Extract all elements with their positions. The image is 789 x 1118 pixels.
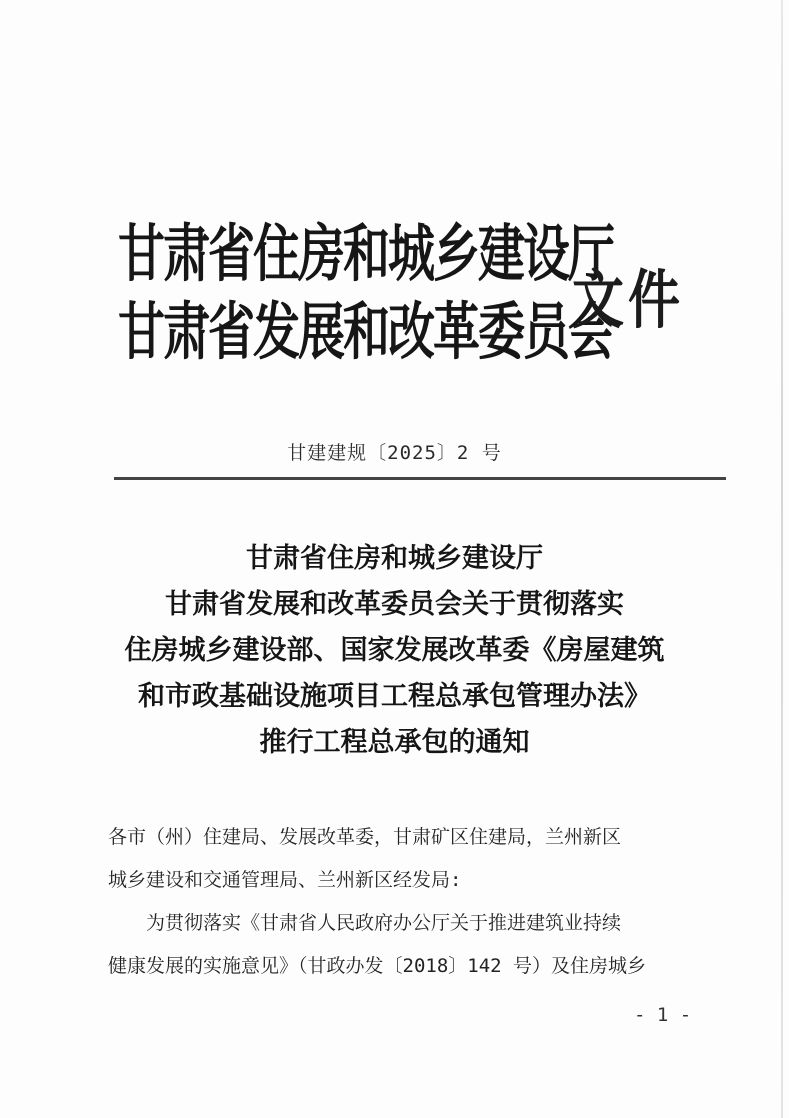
addressee-line: 城乡建设和交通管理局、兰州新区经发局:: [108, 869, 462, 891]
document-header: [118, 205, 718, 369]
document-number: 甘建建规〔2025〕2 号: [287, 442, 502, 464]
notice-body: [108, 816, 698, 988]
document-label: 文件: [572, 263, 685, 339]
notice-title: [60, 536, 729, 766]
issuer-name-development-commission: 甘肃省发展和改革委员会: [118, 296, 613, 369]
header-divider: [114, 477, 726, 480]
title-line: 推行工程总承包的通知: [259, 727, 530, 758]
issuer-name-housing-department: 甘肃省住房和城乡建设厅: [118, 218, 613, 291]
scan-edge: [781, 0, 783, 1118]
title-line: 住房城乡建设部、国家发展改革委《房屋建筑: [124, 635, 665, 666]
title-line: 甘肃省住房和城乡建设厅: [246, 543, 543, 574]
paragraph-line: 为贯彻落实《甘肃省人民政府办公厅关于推进建筑业持续: [146, 912, 622, 934]
title-line: 和市政基础设施项目工程总承包管理办法》: [138, 681, 651, 712]
paragraph-line: 健康发展的实施意见》（甘政办发〔2018〕142 号）及住房城乡: [108, 955, 647, 977]
title-line: 甘肃省发展和改革委员会关于贯彻落实: [165, 589, 624, 620]
page-number: - 1 -: [634, 1004, 692, 1026]
addressee-line: 各市（州）住建局、发展改革委，甘肃矿区住建局，兰州新区: [108, 826, 622, 848]
